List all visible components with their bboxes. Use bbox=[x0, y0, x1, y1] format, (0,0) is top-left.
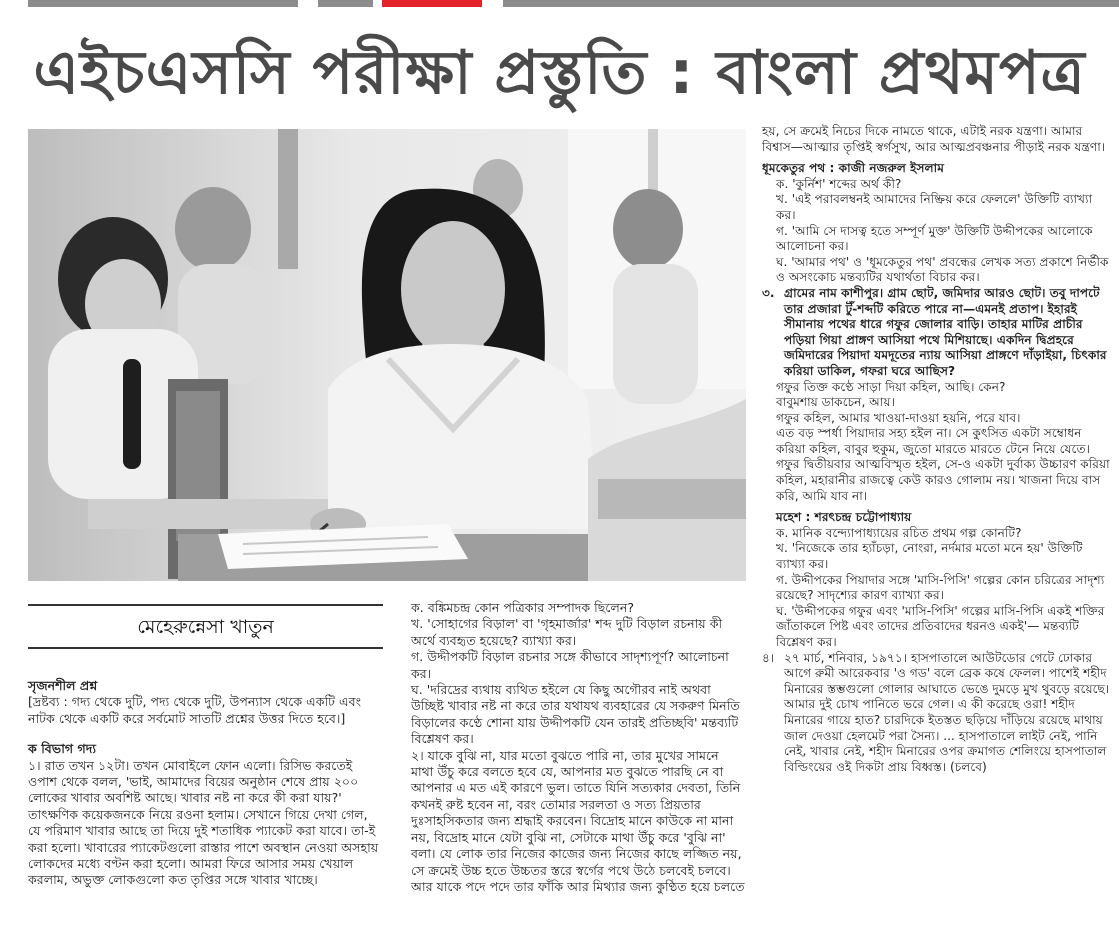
sub-question-gha: ঘ. 'দরিদ্রের ব্যথায় ব্যথিত হইলে যে কিছু অগৌরব নাই অথবা উচ্ছিষ্ট খাবার নষ্ট না করে তার যথাযথ ব্যবহারের যে সকরুণ মিনতি বিড়ালের কণ্ঠে শোনা যায় উদ্দীপকটি যেন তারই প্রতিচ্ছবি' মন্তব্যটি বিশ্লেষণ কর। bbox=[411, 682, 740, 747]
sub-question-ga: গ. উদ্দীপকটি বিড়াল রচনার সঙ্গে কীভাবে সাদৃশ্যপূর্ণ? আলোচনা কর। bbox=[411, 649, 729, 681]
source-credit: মহেশ : শরৎচন্দ্র চট্টোপাধ্যায় bbox=[776, 510, 912, 525]
page-headline: এইচএসসি পরীক্ষা প্রস্তুতি : বাংলা প্রথমপত্র bbox=[33, 38, 1086, 108]
sub-question-kha: খ. 'সোহাগের বিড়াল' বা 'গৃহমার্জার' শব্দ দুটি বিড়াল রচনায় কী অর্থে ব্যবহৃত হয়েছে? ব্যাখ্যা কর। bbox=[411, 616, 723, 648]
instruction-text: [দ্রষ্টব্য : গদ্য থেকে দুটি, পদ্য থেকে দুটি, উপন্যাস থেকে একটি এবং নাটক থেকে একটি করে সর্বমোট সাতটি প্রশ্নের উত্তর দিতে হবে।] bbox=[28, 694, 362, 726]
sub-question-kha: খ. 'নিজেকে তার হ্যাঁচড়া, নোংরা, নর্দমার মতো মনে হয়' উক্তিটি ব্যাখ্যা কর। bbox=[776, 541, 1083, 572]
passage-continuation: হয়, সে ক্রমেই নিচের দিকে নামতে থাকে, এটাই নরক যন্ত্রণা। আমার বিশ্বাস—আত্মার তৃপ্তিই স্বর্গসুখ, আর আত্মপ্রবঞ্চনার পীড়াই নরক যন্ত্রণা। bbox=[762, 124, 1106, 154]
question-1-passage bbox=[28, 758, 383, 889]
question-number: ৩. bbox=[762, 285, 775, 300]
sub-question-gha: ঘ. 'উদ্দীপকের গফুর এবং 'মাসি-পিসি' গল্পের মাসি-পিসি একই শক্তির জাঁতাকলে পিষ্ট এবং তাদের প্রতিবাদের ধরনও একই'— মন্তব্যটি বিশ্লেষণ কর। bbox=[776, 603, 1105, 649]
question-4-passage bbox=[762, 651, 1112, 776]
dialogue-line: গফুর দ্বিতীয়বার আত্মবিস্মৃত হইল, সে-ও একটা দুর্বাক্য উচ্চারণ করিয়া কহিল, মহারানীর রাজত্বে কেউ কারও গোলাম নয়। খাজনা দিয়ে বাস করি, আমি যাব না। bbox=[776, 457, 1110, 503]
sub-question-ka: ক. 'কুর্নিশ' শব্দের অর্থ কী? bbox=[776, 176, 902, 191]
sub-question-ka: ক. মানিক বন্দ্যোপাধ্যায়ের রচিত প্রথম গল্প কোনটি? bbox=[776, 525, 1022, 540]
passage-text: ২৭ মার্চ, শনিবার, ১৯৭১। হাসপাতালে আউটডোর গেটে ঢোকার আগে রুমী আরেকবার 'ও গড' বলে ব্রেক কষে ফেলল। পাশেই শহীদ মিনারের স্তম্ভগুলো গোলার আঘাতে ভেঙে দুমড়ে মুখ থুবড়ে রয়েছে। আমার দুই চোখ পানিতে ভরে গেল। এ কী করেছে ওরা! শহীদ মিনারের গায়ে হাত? চারদিকে ইতস্তত ছড়িয়ে দাঁড়িয়ে রয়েছে মাথায় জাল দেওয়া হেলমেট পরা সৈন্য। ... হাসপাতালে লাইট নেই, পানি নেই, খাবার নেই, শহীদ মিনারের ওপর ক্রমাগত শেলিংয়ে হাসপাতাল বিল্ডিংয়ের ওই দিকটা প্রায় বিধ্বস্ত। bbox=[784, 650, 1110, 774]
author-rule-top bbox=[28, 604, 383, 606]
sub-question-ga: গ. 'আমি সে দাসত্ব হতে সম্পূর্ণ মুক্ত' উক্তিটি উদ্দীপকের আলোকে আলোচনা কর। bbox=[776, 223, 1093, 254]
passage-text: গ্রামের নাম কাশীপুর। গ্রাম ছোট, জমিদার আরও ছোট। তবু দাপটে তার প্রজারা টুঁ-শব্দটি করিতে পারে না—এমনই প্রতাপ। ইহারই সীমানায় পথের ধারে গফুর জোলার বাড়ি। তাহার মাটির প্রাচীর পড়িয়া গিয়া প্রাঙ্গণ আসিয়া পথে মিশিয়াছে। একদিন দ্বিপ্রহরে জমিদারের পিয়াদা যমদূতের ন্যায় আসিয়া প্রাঙ্গণে দাঁড়াইয়া, চিৎকার করিয়া ডাকিল, গফরা ঘরে আছিস? bbox=[784, 285, 1107, 378]
passage-text: যাকে বুঝি না, যার মতো বুঝতে পারি না, তার মুখের সামনে মাথা উঁচু করে বলতে হবে যে, আপনার মত বুঝতে পারছি নে বা আপনার এ মত এই কারণে ভুল। তাতে যিনি সত্যকার দেবতা, তিনি কখনই রুষ্ট হবেন না, বরং তোমার সরলতা ও সত্য প্রিয়তার দুঃসাহসিকতার জন্য শ্রদ্ধাই করবেন। বিদ্রোহ মানে কাউকে না মানা নয়, বিদ্রোহ মানে যেটা বুঝি না, সেটাকে মাথা উঁচু করে 'বুঝি না' বলা। যে লোক তার নিজের কাজের জন্য নিজের কাছে লজ্জিত নয়, সে ক্রমেই উচ্চ হতে উচ্চতর স্তরে স্বর্গের পথে উঠে চলবেই চলবে। আর যাকে পদে পদে তার ফাঁকি আর মিথ্যার জন্য কুণ্ঠিত হয়ে চলতে bbox=[411, 747, 745, 894]
question-number: ৪। bbox=[762, 650, 775, 665]
dialogue-line: এত বড় স্পর্ধা পিয়াদার সহ্য হইল না। সে কুৎসিত একটা সম্বোধন করিয়া কহিল, বাবুর হুকুম, জুতো মারতে মারতে টেনে নিয়ে যেতে। bbox=[776, 426, 1090, 456]
division-heading: ক বিভাগ গদ্য bbox=[28, 741, 97, 757]
top-bar-accent bbox=[382, 0, 482, 7]
dialogue-line: গফুর তিক্ত কণ্ঠে সাড়া দিয়া কহিল, আছি। কেন? bbox=[776, 379, 1006, 394]
question-number: ১। bbox=[28, 757, 41, 773]
top-bar-segment bbox=[318, 0, 373, 7]
passage-block bbox=[784, 651, 1112, 776]
question-2-passage bbox=[397, 748, 745, 896]
author-name: মেহেরুন্নেসা খাতুন bbox=[137, 616, 274, 638]
dialogue-line: বাবুমশায় ডাকচেন, আয়। bbox=[776, 395, 895, 410]
passage-text: রাত তখন ১২টা। তখন মোবাইলে ফোন এলো। রিসিভ করতেই ওপাশ থেকে বলল, 'ভাই, আমাদের বিয়ের অনুষ্ঠান শেষে প্রায় ২০০ লোকের খাবার অবশিষ্ট আছে। খাবার নষ্ট না করে কী করা যায়?' তাৎক্ষণিক কয়েকজনকে নিয়ে রওনা হলাম। সেখানে গিয়ে দেখা গেল, যে পরিমাণ খাবার আছে তা দিয়ে দুই শতাধিক প্যাকেট করা যাবে। তা-ই করা হলো। খাবারের প্যাকেটগুলো রাস্তার পাশে অবস্থান নেওয়া অসহায় লোকদের মধ্যে বণ্টন করা হলো। আমরা ফিরে আসার সময় খেয়াল করলাম, অভুক্ত লোকগুলো কত তৃপ্তির সঙ্গে খাবার খাচ্ছে। bbox=[28, 757, 379, 888]
top-bar-segment bbox=[28, 0, 298, 7]
column-1 bbox=[28, 678, 383, 889]
column-2 bbox=[397, 600, 745, 895]
exam-hall-photo bbox=[28, 129, 746, 581]
question-3-passage bbox=[762, 286, 1112, 380]
exam-hall-illustration bbox=[28, 129, 746, 581]
source-credit: ধূমকেতুর পথ : কাজী নজরুল ইসলাম bbox=[762, 161, 944, 176]
sub-question-ga: গ. উদ্দীপকের পিয়াদার সঙ্গে 'মাসি-পিসি' গল্পের কোন চরিত্রের সাদৃশ্য রয়েছে? সাদৃশ্যের কারণ ব্যাখ্যা কর। bbox=[776, 572, 1105, 603]
sub-question-gha: ঘ. 'আমার পথ' ও 'ধূমকেতুর পথ' প্রবন্ধের লেখক সত্য প্রকাশে নির্ভীক ও অসংকোচ মন্তব্যটির যথার্থতা বিচার কর। bbox=[776, 254, 1109, 285]
question-number: ২। bbox=[411, 747, 424, 763]
column-3 bbox=[762, 124, 1112, 775]
sub-question-ka: ক. বঙ্কিমচন্দ্র কোন পত্রিকার সম্পাদক ছিলেন? bbox=[411, 600, 635, 615]
author-rule-bottom bbox=[28, 647, 383, 649]
continued-label: (চলবে) bbox=[949, 759, 987, 774]
dialogue-line: গফুর কহিল, আমার খাওয়া-দাওয়া হয়নি, পরে যাব। bbox=[776, 410, 1021, 425]
top-color-bar bbox=[0, 0, 1119, 10]
top-bar-segment bbox=[503, 0, 1119, 7]
section-label: সৃজনশীল প্রশ্ন bbox=[28, 678, 98, 693]
sub-question-kha: খ. 'এই পরাবলম্বনই আমাদের নিষ্ক্রিয় করে ফেললে' উক্তিটি ব্যাখ্যা কর। bbox=[776, 192, 1093, 222]
